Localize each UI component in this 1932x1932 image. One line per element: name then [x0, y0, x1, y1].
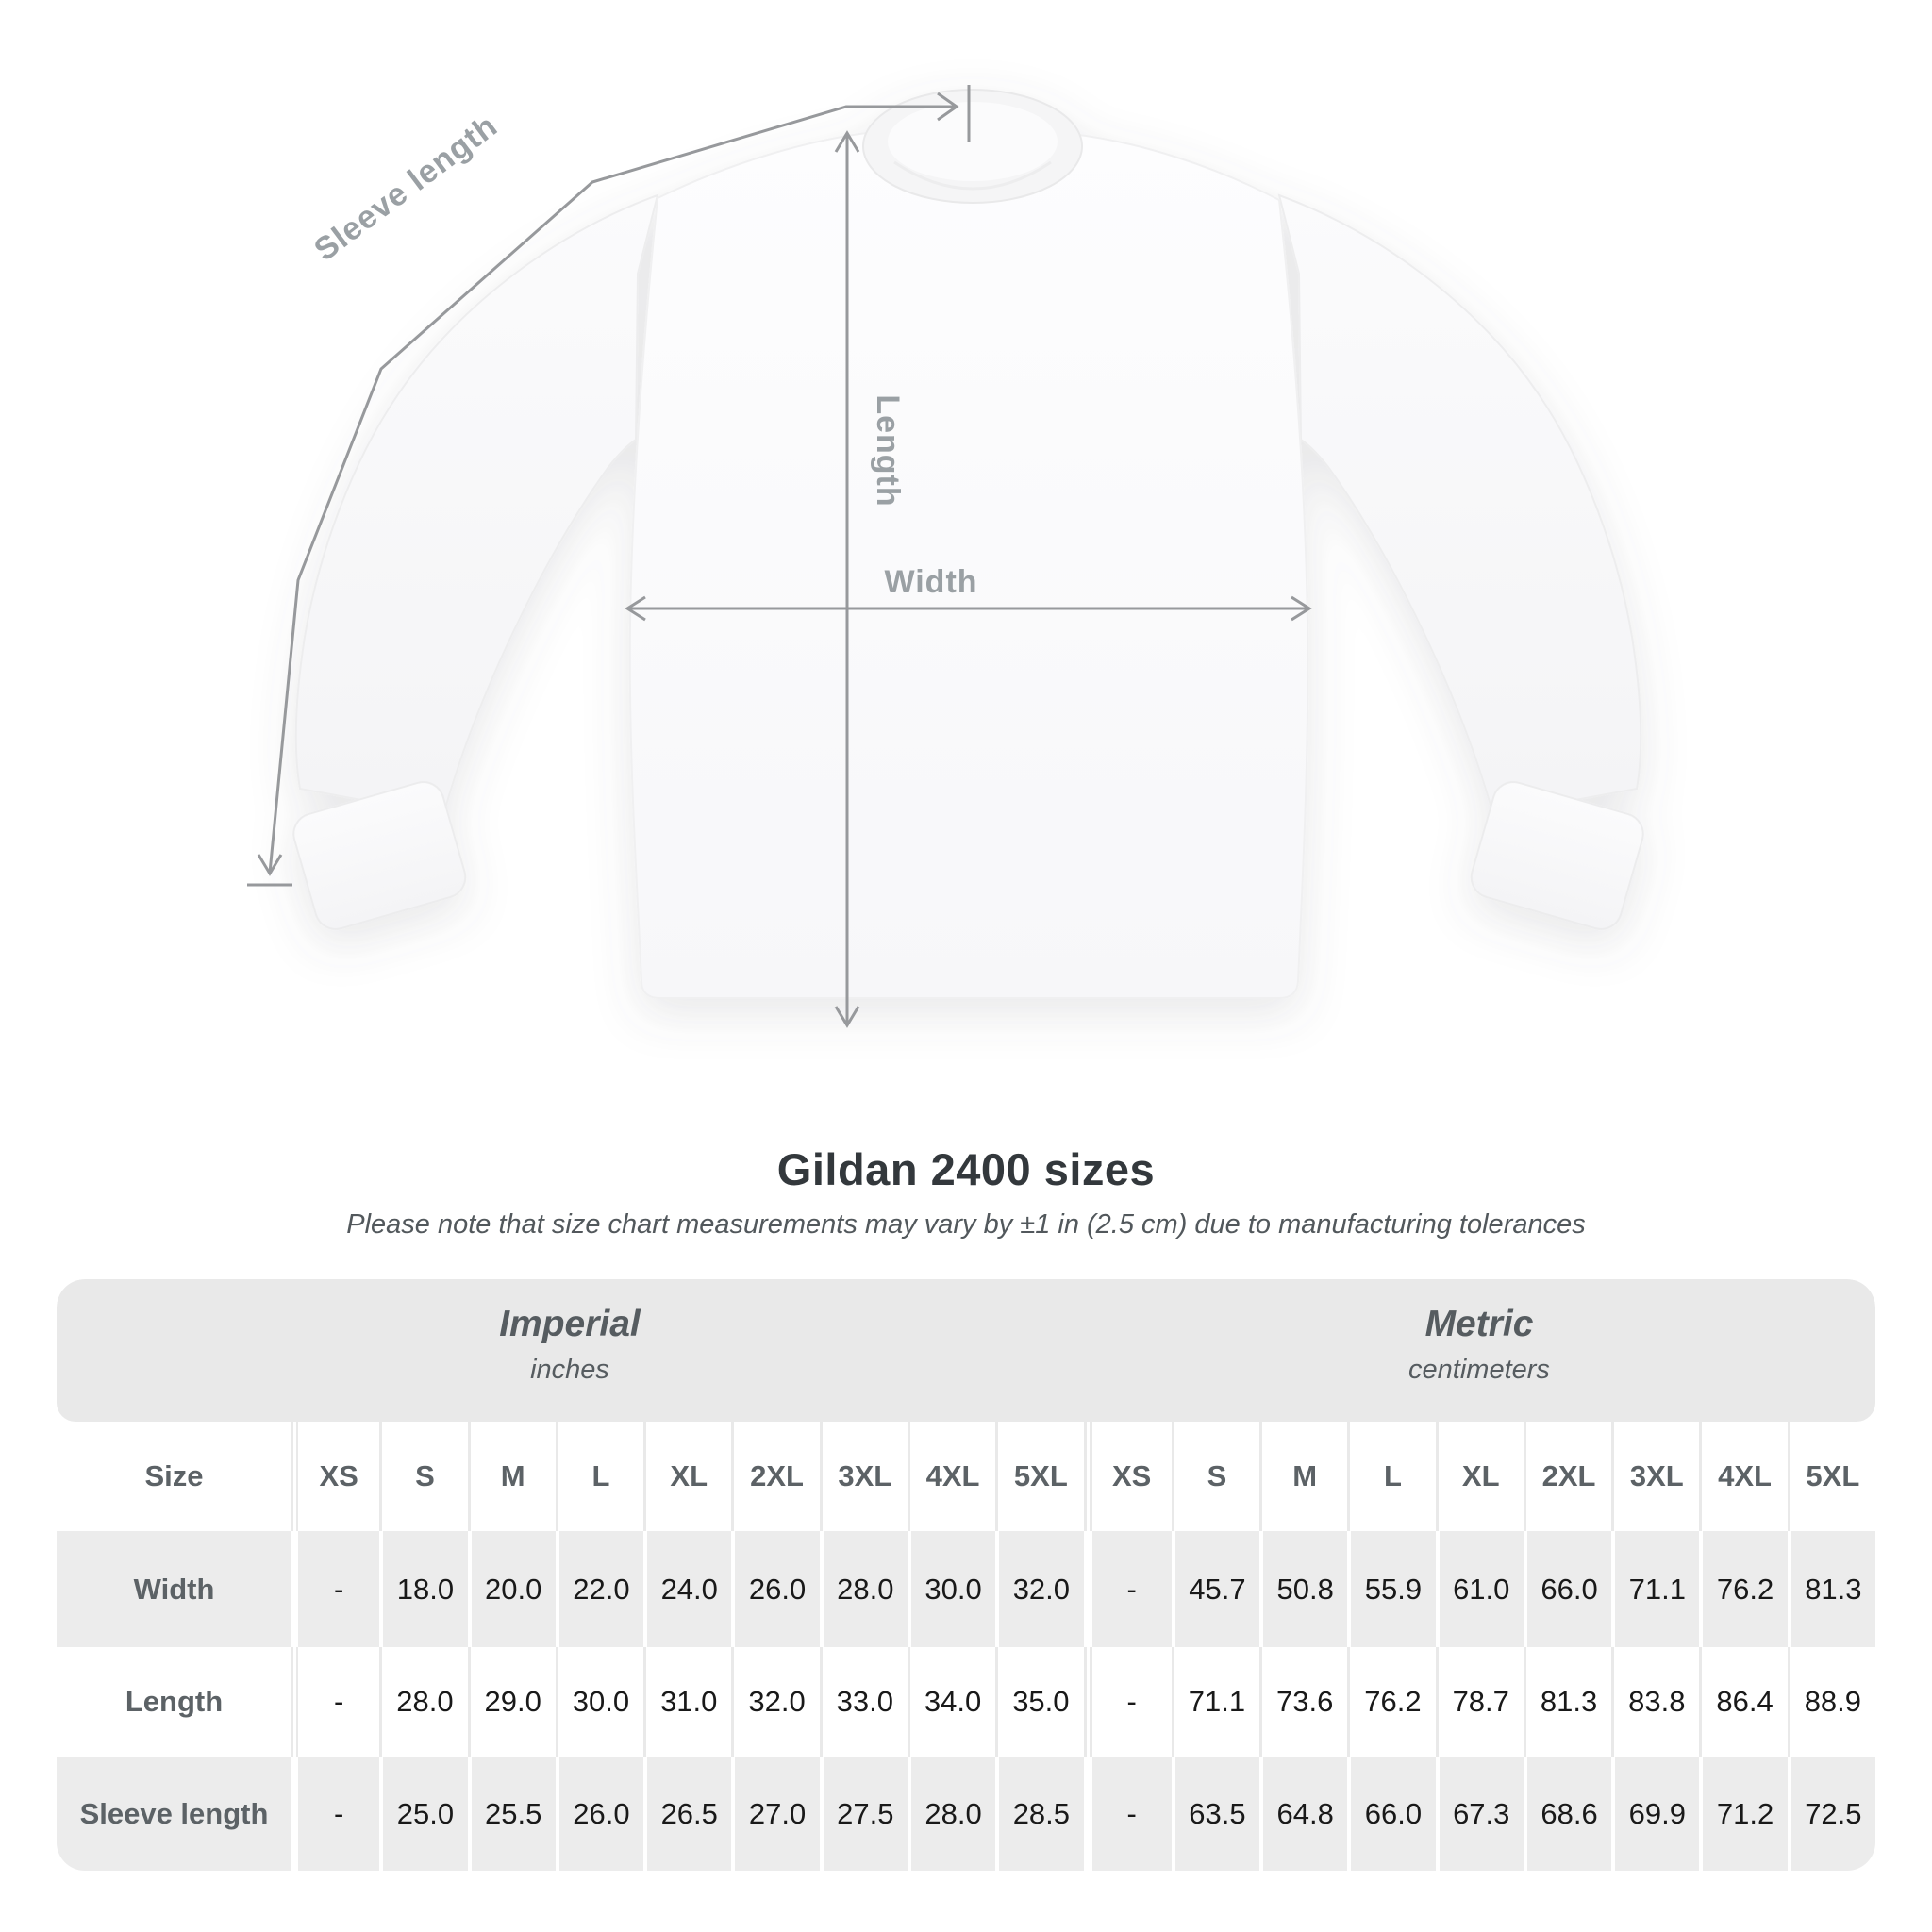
right-cuff — [1467, 777, 1648, 934]
length-metric-l: 76.2 — [1347, 1647, 1435, 1757]
sleeve-imperial-m: 25.5 — [468, 1757, 556, 1871]
length-metric-xs: - — [1084, 1647, 1172, 1757]
shirt-illustration — [289, 90, 1648, 998]
width-imperial-4xl: 30.0 — [908, 1531, 995, 1647]
size-metric-2xl: 2XL — [1524, 1422, 1611, 1531]
width-metric-l: 55.9 — [1347, 1531, 1435, 1647]
imperial-label: Imperial — [499, 1304, 641, 1344]
sleeve-metric-l: 66.0 — [1347, 1757, 1435, 1871]
imperial-header — [57, 1279, 1083, 1422]
size-metric-xl: XL — [1436, 1422, 1524, 1531]
length-imperial-m: 29.0 — [468, 1647, 556, 1757]
width-imperial-xl: 24.0 — [643, 1531, 731, 1647]
sleeve-metric-m: 64.8 — [1259, 1757, 1347, 1871]
page-title: Gildan 2400 sizes — [776, 1144, 1156, 1194]
sleeve-length-label: Sleeve length — [308, 108, 505, 269]
width-imperial-3xl: 28.0 — [820, 1531, 908, 1647]
left-cuff — [289, 777, 470, 934]
length-metric-xl: 78.7 — [1436, 1647, 1524, 1757]
left-sleeve — [296, 195, 658, 815]
size-imperial-5xl: 5XL — [995, 1422, 1083, 1531]
width-metric-s: 45.7 — [1172, 1531, 1259, 1647]
length-imperial-xl: 31.0 — [643, 1647, 731, 1757]
size-metric-4xl: 4XL — [1699, 1422, 1787, 1531]
length-imperial-xs: - — [291, 1647, 379, 1757]
length-imperial-l: 30.0 — [556, 1647, 643, 1757]
size-imperial-4xl: 4XL — [908, 1422, 995, 1531]
imperial-unit: inches — [530, 1355, 609, 1385]
sleeve-imperial-4xl: 28.0 — [908, 1757, 995, 1871]
table-row-length — [57, 1647, 1875, 1757]
sleeve-metric-xs: - — [1084, 1757, 1172, 1871]
length-metric-3xl: 83.8 — [1611, 1647, 1699, 1757]
width-metric-2xl: 66.0 — [1524, 1531, 1611, 1647]
row-label-width: Width — [57, 1531, 291, 1647]
size-metric-s: S — [1172, 1422, 1259, 1531]
length-imperial-3xl: 33.0 — [820, 1647, 908, 1757]
size-imperial-xl: XL — [643, 1422, 731, 1531]
sleeve-imperial-l: 26.0 — [556, 1757, 643, 1871]
width-metric-5xl: 81.3 — [1788, 1531, 1875, 1647]
width-label: Width — [884, 564, 978, 600]
right-sleeve — [1279, 195, 1641, 815]
length-metric-m: 73.6 — [1259, 1647, 1347, 1757]
metric-unit: centimeters — [1408, 1355, 1550, 1385]
size-imperial-xs: XS — [291, 1422, 379, 1531]
table-row-width — [57, 1531, 1875, 1647]
sleeve-imperial-s: 25.0 — [379, 1757, 467, 1871]
length-metric-s: 71.1 — [1172, 1647, 1259, 1757]
collar-inner — [888, 102, 1058, 181]
length-imperial-4xl: 34.0 — [908, 1647, 995, 1757]
size-metric-5xl: 5XL — [1788, 1422, 1875, 1531]
width-imperial-2xl: 26.0 — [731, 1531, 819, 1647]
width-imperial-m: 20.0 — [468, 1531, 556, 1647]
sleeve-metric-xl: 67.3 — [1436, 1757, 1524, 1871]
size-metric-l: L — [1347, 1422, 1435, 1531]
size-imperial-3xl: 3XL — [820, 1422, 908, 1531]
width-imperial-l: 22.0 — [556, 1531, 643, 1647]
sleeve-imperial-xl: 26.5 — [643, 1757, 731, 1871]
width-metric-3xl: 71.1 — [1611, 1531, 1699, 1647]
sleeve-imperial-5xl: 28.5 — [995, 1757, 1083, 1871]
size-imperial-m: M — [468, 1422, 556, 1531]
row-label-length: Length — [57, 1647, 291, 1757]
metric-label: Metric — [1424, 1304, 1534, 1344]
size-table — [57, 1279, 1875, 1871]
size-imperial-2xl: 2XL — [731, 1422, 819, 1531]
sleeve-metric-3xl: 69.9 — [1611, 1757, 1699, 1871]
length-metric-5xl: 88.9 — [1788, 1647, 1875, 1757]
length-label: Length — [870, 394, 906, 508]
length-metric-4xl: 86.4 — [1699, 1647, 1787, 1757]
size-column-header: Size — [57, 1422, 291, 1531]
size-imperial-s: S — [379, 1422, 467, 1531]
width-metric-m: 50.8 — [1259, 1531, 1347, 1647]
width-metric-xl: 61.0 — [1436, 1531, 1524, 1647]
size-metric-xs: XS — [1084, 1422, 1172, 1531]
length-imperial-5xl: 35.0 — [995, 1647, 1083, 1757]
width-metric-xs: - — [1084, 1531, 1172, 1647]
length-imperial-s: 28.0 — [379, 1647, 467, 1757]
sleeve-metric-5xl: 72.5 — [1788, 1757, 1875, 1871]
width-imperial-xs: - — [291, 1531, 379, 1647]
sleeve-metric-4xl: 71.2 — [1699, 1757, 1787, 1871]
length-metric-2xl: 81.3 — [1524, 1647, 1611, 1757]
sleeve-imperial-2xl: 27.0 — [731, 1757, 819, 1871]
sleeve-imperial-xs: - — [291, 1757, 379, 1871]
size-metric-3xl: 3XL — [1611, 1422, 1699, 1531]
unit-group-band — [57, 1279, 1875, 1422]
length-imperial-2xl: 32.0 — [731, 1647, 819, 1757]
size-header-row — [57, 1422, 1875, 1531]
size-imperial-l: L — [556, 1422, 643, 1531]
width-metric-4xl: 76.2 — [1699, 1531, 1787, 1647]
sleeve-metric-s: 63.5 — [1172, 1757, 1259, 1871]
table-row-sleeve-length — [57, 1757, 1875, 1871]
width-imperial-s: 18.0 — [379, 1531, 467, 1647]
sleeve-imperial-3xl: 27.5 — [820, 1757, 908, 1871]
tolerance-note: Please note that size chart measurements may vary by ±1 in (2.5 cm) due to manufacturing tolerances — [346, 1209, 1586, 1240]
row-label-sleeve-length: Sleeve length — [57, 1757, 291, 1871]
width-imperial-5xl: 32.0 — [995, 1531, 1083, 1647]
size-metric-m: M — [1259, 1422, 1347, 1531]
sleeve-metric-2xl: 68.6 — [1524, 1757, 1611, 1871]
metric-header — [1083, 1279, 1875, 1422]
